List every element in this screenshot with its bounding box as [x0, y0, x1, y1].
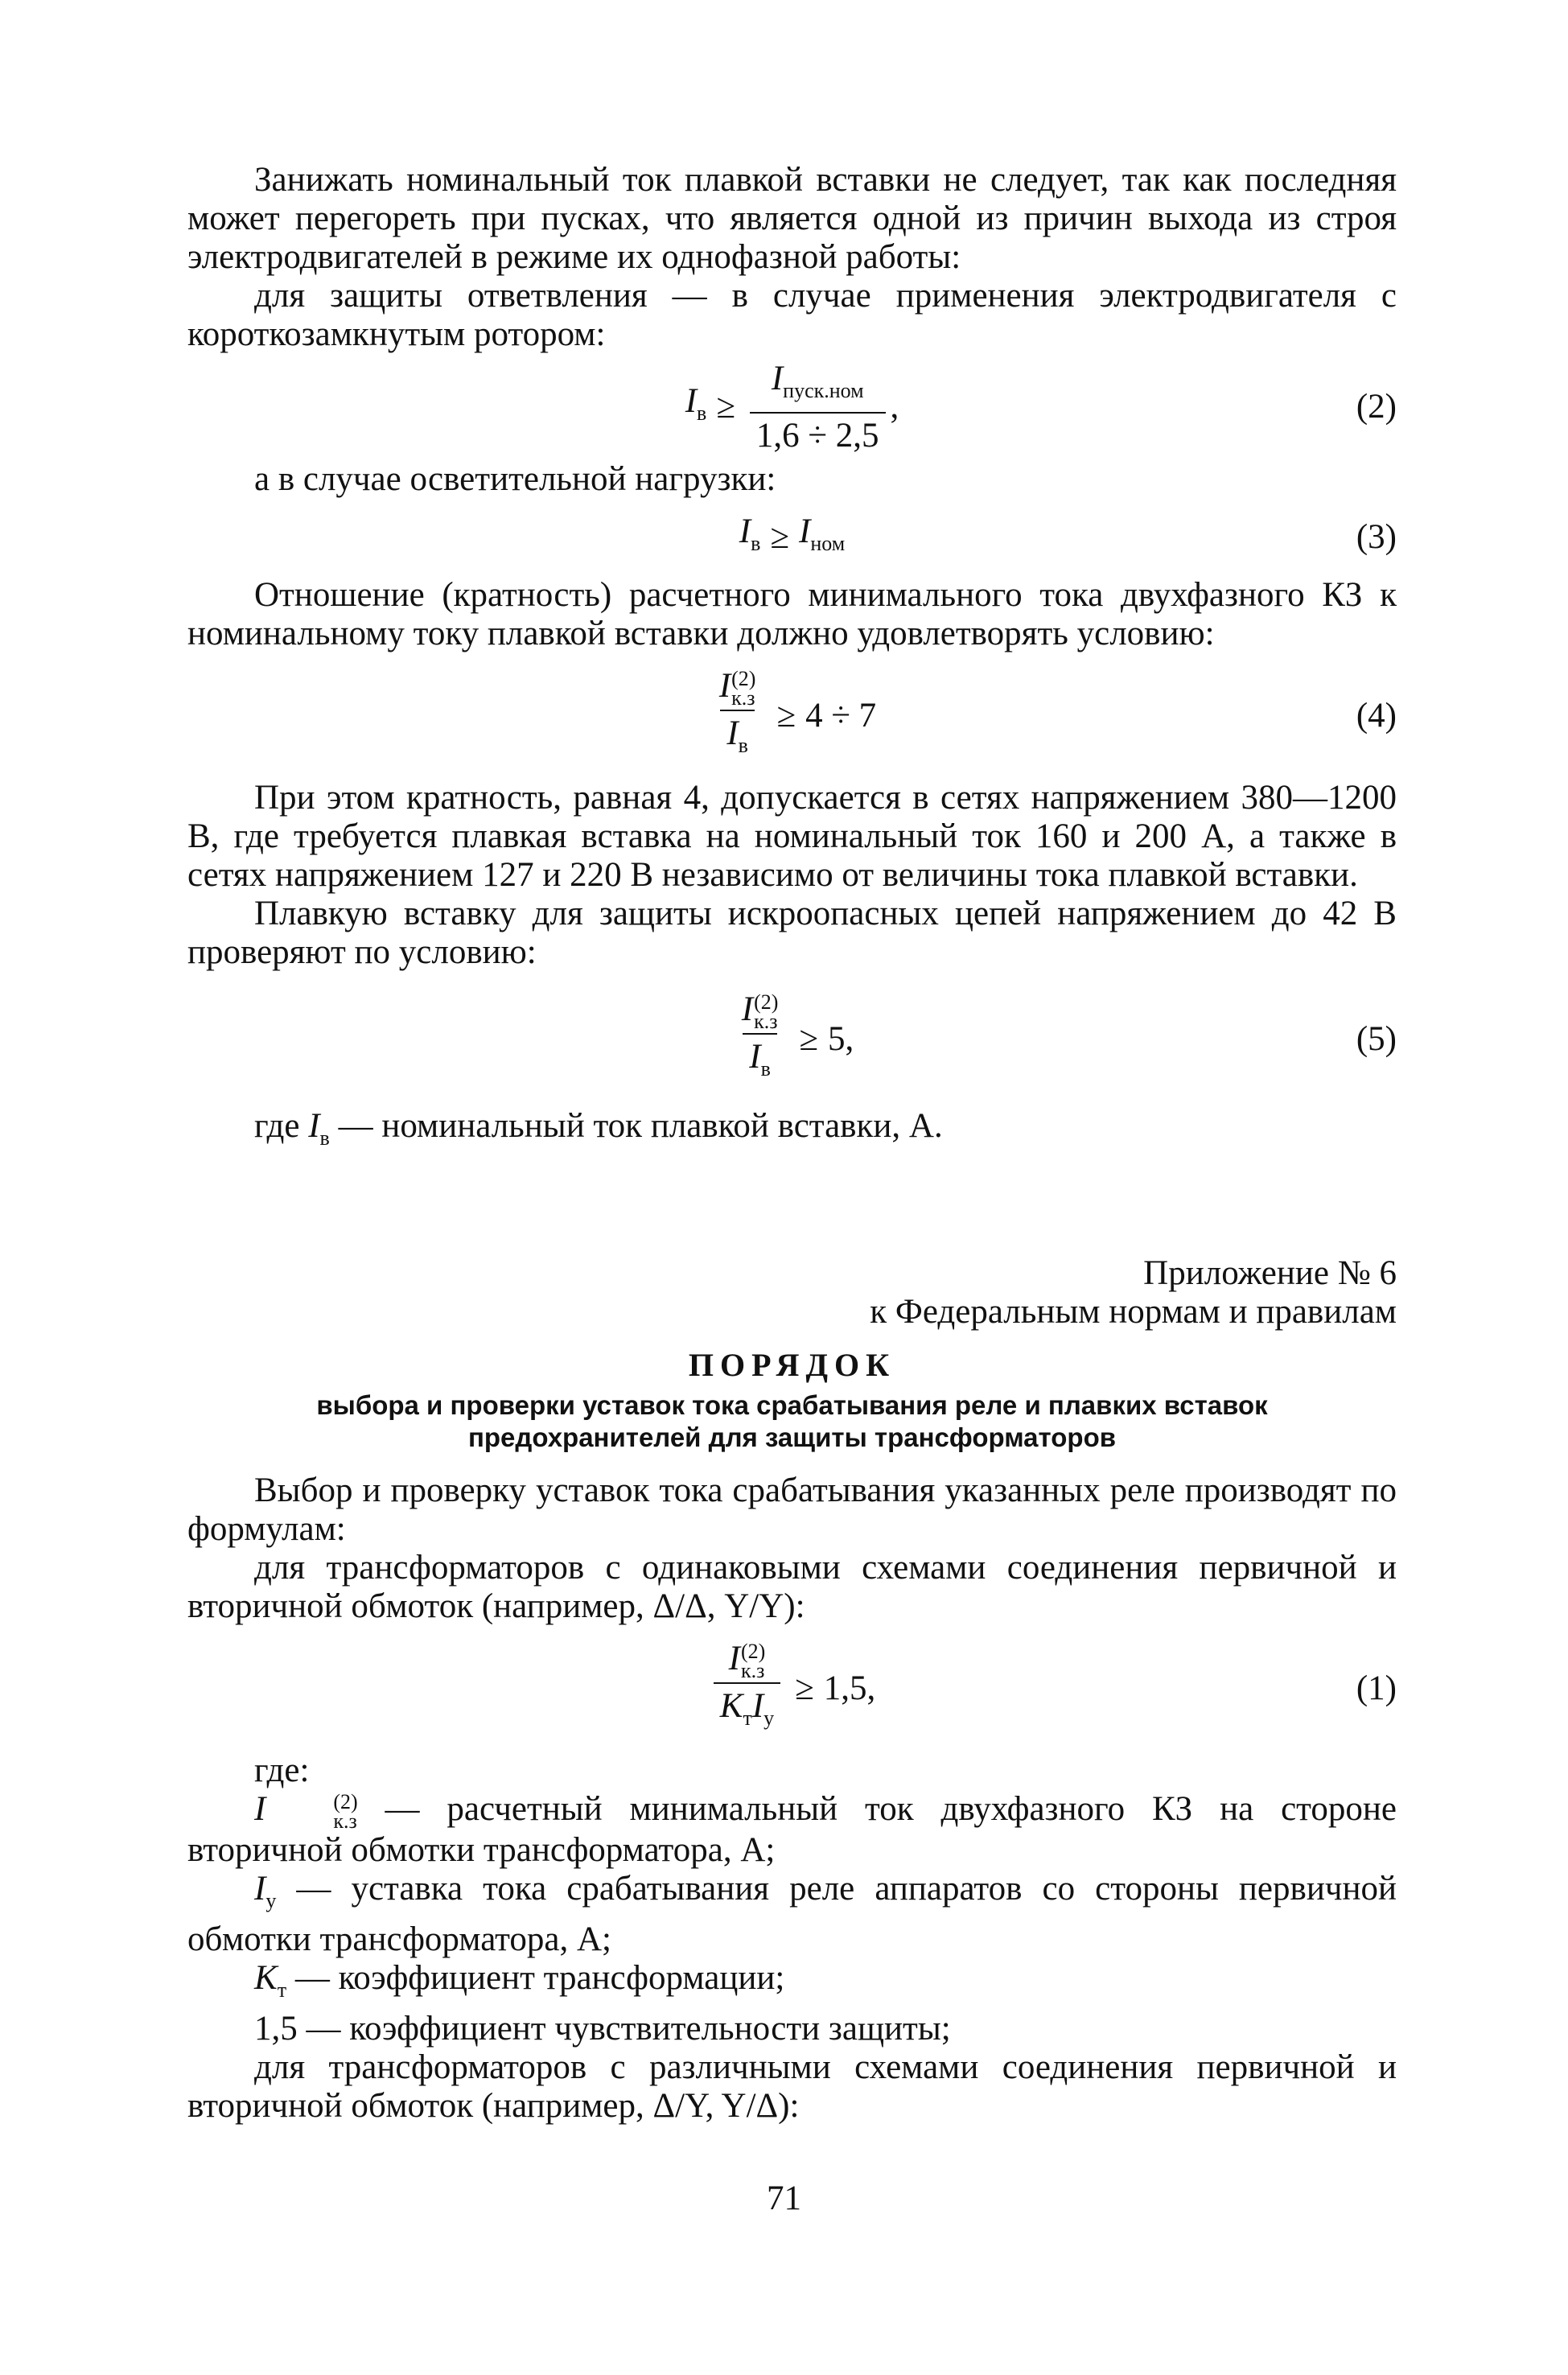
body-text: [187, 161, 1397, 2126]
section-title: ПОРЯДОК: [688, 1347, 896, 1383]
paragraph: для защиты ответвления — в случае применения электродвигателя с короткозамкнутым ротором:: [187, 277, 1397, 353]
paragraph: где $I_в$ — номинальный ток плавкой вставки, А.: [254, 1107, 943, 1150]
paragraph: для трансформаторов с различными схемами соединения первичной и вторичной обмоток (например, Δ/Y, Y/Δ):: [187, 2048, 1397, 2126]
equation-number: (5): [1356, 1020, 1397, 1058]
equation-number: (1): [1356, 1669, 1397, 1707]
paragraph: для трансформаторов с одинаковыми схемами соединения первичной и вторичной обмоток (например, Δ/Δ, Y/Y):: [187, 1549, 1397, 1625]
paragraph: а в случае осветительной нагрузки:: [254, 460, 776, 498]
definition: 1,5 — коэффициент чувствительности защиты;: [254, 2010, 951, 2048]
paragraph: Отношение (кратность) расчетного минимального тока двухфазного КЗ к номинальному току плавкой вставки должно удовлетворять условию:: [187, 576, 1397, 652]
paragraph: Выбор и проверку уставок тока срабатывания указанных реле производят по формулам:: [187, 1472, 1397, 1548]
section-subtitle: выбора и проверки уставок тока срабатывания реле и плавких вставок предохранителей для защиты трансформаторов: [316, 1390, 1268, 1452]
formula-5: I (2) к.з $I_в$ ≥ 5, (5): [187, 972, 1397, 1107]
paragraph: Плавкую вставку для защиты искроопасных цепей напряжением до 42 В проверяют по условию:: [187, 895, 1397, 971]
formula-4: I (2) к.з $I_в$ ≥ 4 ÷ 7 (4): [187, 653, 1397, 779]
formula-1: I (2) к.з $K_тI_у$ ≥ 1,5, (1): [187, 1626, 1397, 1751]
equation-number: (2): [1356, 388, 1397, 426]
definition: I (2) к.з — расчетный минимальный ток двухфазного КЗ на стороне вторичной обмотки трансформатора, А;: [187, 1790, 1397, 1870]
equation-number: (3): [1356, 518, 1397, 556]
appendix-label: Приложение № 6 к Федеральным нормам и правилам: [870, 1254, 1397, 1331]
paragraph: Занижать номинальный ток плавкой вставки не следует, так как последняя может перегореть при пусках, что является одной из причин выхода из строя электродвигателей в режиме их однофазной работы:: [187, 161, 1397, 276]
formula-2: $I_в$ ≥ $\frac{I_{пуск.ном}}{1,6 \div 2,5}$ , (2): [685, 359, 1397, 455]
definition: $I_у$ — уставка тока срабатывания реле аппаратов со стороны первичной обмотки трансформатора, А;: [187, 1870, 1397, 1959]
formula-3: $I_в$ ≥ $I_{ном}$ (3): [739, 512, 1397, 556]
page-number: 71: [767, 2179, 801, 2217]
paragraph: При этом кратность, равная 4, допускается в сетях напряжением 380—1200 В, где требуется плавкая вставка на номинальный ток 160 и 200 А, а также в сетях напряжением 127 и 220 В независимо от величины тока плавкой вставки.: [187, 779, 1397, 894]
equation-number: (4): [1356, 697, 1397, 735]
paragraph: где:: [254, 1751, 310, 1789]
definition: $K_т$ — коэффициент трансформации;: [254, 1959, 785, 2002]
